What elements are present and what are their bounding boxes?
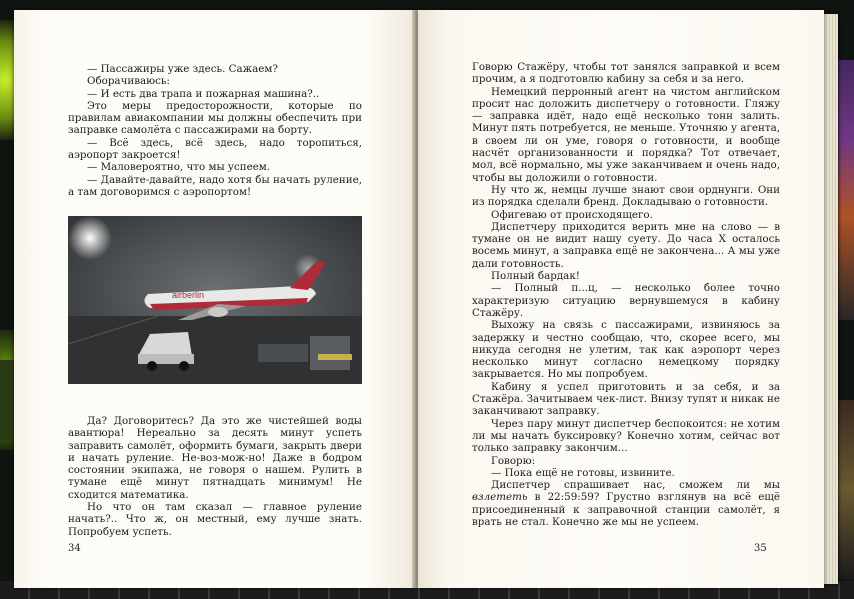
paragraph: — Маловероятно, что мы успеем.	[87, 161, 271, 174]
background-panel	[0, 360, 14, 440]
left-page-text-top	[68, 63, 362, 198]
paragraph: — И есть два трапа и пожарная машина?..	[87, 87, 320, 100]
paragraph: Это меры предосторожности, которые по правилам авиакомпании мы должны обеспечить при заправке самолёта с пассажирами на борту.	[68, 99, 362, 137]
paragraph: — Давайте-давайте, надо хотя бы начать руление, а там договоримся с аэропортом!	[68, 173, 362, 198]
paragraph: Ну что ж, немцы лучше знают свои орднунги. Они из порядка сделали бренд. Докладываю о готовности.	[472, 183, 780, 209]
paragraph: Оборачиваюсь:	[87, 75, 170, 88]
paragraph: Да? Договоритесь? Да это же чистейшей воды авантюра! Нереально за десять минут успеть заправить самолёт, оформить бумаги, закрыть двери и начать руление. Не-воз-мож-но! Даже в бодром состоянии экипажа, не говоря о нашем. Рулить в тумане ещё минут пятнадцать минимум! Не сходится математика.	[68, 415, 362, 501]
paragraph: Кабину я успел приготовить и за себя, и за Стажёра. Зачитываем чек-лист. Внизу тупят и никак не заканчивают заправку.	[472, 380, 780, 418]
paragraph: — Пока ещё не готовы, извините.	[491, 466, 675, 479]
paragraph: — Пассажиры уже здесь. Сажаем?	[87, 63, 278, 75]
paragraph: Немецкий перронный агент на чистом английском просит нас доложить диспетчеру о готовности. Гляжу — заправка идёт, надо ещё несколько тонн залить. Минут пять потребуется, не меньше. Уточняю у агента, в своем ли он уме, говоря о готовности, и вообще насчёт организованности и порядка? Тот отвечает, мол, всё нормально, мы уже заканчиваем и очень надо, чтобы вы доложили о готовности.	[472, 85, 780, 184]
photo-illustration	[68, 216, 362, 384]
page-number-right: 35	[754, 543, 767, 554]
paragraph: — Полный п...ц, — несколько более точно характеризую ситуацию вернувшемуся в кабину Стажёру.	[472, 282, 780, 319]
paragraph	[472, 479, 780, 528]
paragraph-text: в 22:59:59? Грустно взглянув на всё ещё присоединенный к заправочной станции самолёт, я врать не стал. Конечно же мы не успеем.	[472, 491, 780, 528]
paragraph-text: Диспетчер спрашивает нас, сможем ли мы	[491, 479, 780, 492]
aircraft-livery-text: airberlin	[172, 290, 205, 300]
left-page-text-bottom	[68, 415, 362, 538]
paragraph: Но что он там сказал — главное руление начать?.. Что ж, он местный, ему лучше знать. Попробуем успеть.	[68, 501, 362, 538]
paragraph: Говорю:	[491, 454, 536, 467]
paragraph: Офигеваю от происходящего.	[491, 208, 653, 221]
page-number-left: 34	[68, 543, 81, 554]
page-edges	[824, 14, 838, 584]
paragraph: — Всё здесь, всё здесь, надо торопиться, аэропорт закроется!	[68, 136, 362, 162]
paragraph: Полный бардак!	[491, 270, 580, 283]
right-page-text	[472, 61, 780, 528]
open-book	[14, 10, 838, 588]
airport-fog-photo	[68, 216, 362, 384]
paragraph: Говорю Стажёру, чтобы тот занялся заправкой и всем прочим, а я подготовлю кабину за себя и за него.	[472, 61, 780, 86]
paragraph: Через пару минут диспетчер беспокоится: не хотим ли мы начать буксировку? Конечно хотим, сейчас вот только заправку закончим...	[472, 417, 780, 455]
emphasis-text: взлететь	[472, 491, 528, 504]
paragraph: Выхожу на связь с пассажирами, извиняюсь за задержку и честно сообщаю, что, скорее всего, мы никуда сегодня не улетим, так как аэропорт через несколько минут согласно немецкому порядку закрывается. Но мы попробуем.	[472, 319, 780, 381]
paragraph: Диспетчеру приходится верить мне на слово — в тумане он не видит нашу суету. До часа Х осталось восемь минут, а заправка ещё не закончена... А мы уже дали готовность.	[472, 220, 780, 270]
